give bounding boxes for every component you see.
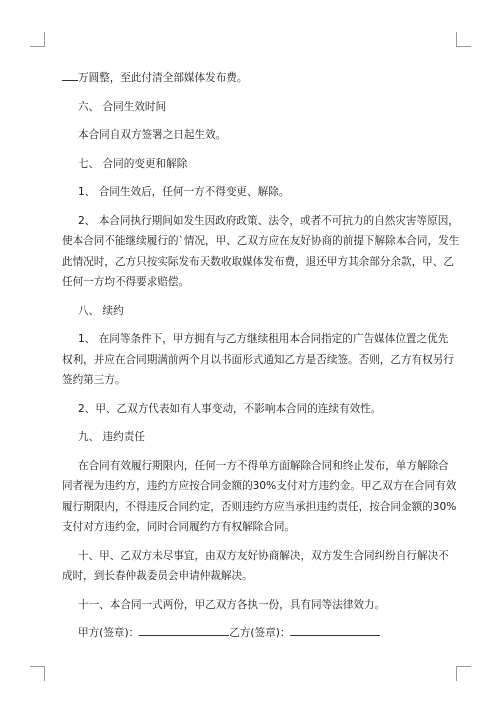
paragraph-payment-tail — [62, 68, 440, 89]
text-line: 使本合同不能继续履行的`情况，甲、乙双方应在友好协商的前提下解除本合同，发生 — [62, 235, 460, 247]
text-line: 任何一方均不得要求赔偿。 — [62, 276, 190, 288]
section-7-item-1: 1、 合同生效后，任何一方不得变更、解除。 — [78, 186, 290, 198]
section-9-body — [62, 456, 457, 538]
text-line: 签约第三方。 — [62, 374, 126, 386]
section-8-item-2: 2、甲、乙双方代表如有人事变动，不影响本合同的连续有效性。 — [78, 402, 382, 415]
crop-mark-bottom-right — [456, 666, 471, 681]
text-line: 成时，到长春仲裁委员会申请仲裁解决。 — [62, 570, 253, 582]
section-6-body: 本合同自双方签署之日起生效。 — [78, 129, 227, 141]
section-11: 十一、本合同一式两份，甲乙双方各执一份，具有同等法律效力。 — [78, 598, 386, 611]
section-8-item-1 — [62, 329, 454, 391]
document-body — [62, 68, 460, 644]
section-7-title: 七、 合同的变更和解除 — [78, 157, 188, 170]
signature-line — [62, 623, 440, 644]
text-line: 此情况时，乙方只按实际发布天数收取媒体发布费，退还甲方其余部分余款，甲、乙 — [62, 255, 454, 268]
payment-tail-text: 万圆整，至此付清全部媒体发布费。 — [78, 72, 248, 84]
text-line: 在合同有效履行期限内，任何一方不得单方面解除合同和终止发布，单方解除合 — [78, 459, 449, 472]
party-b-signature-label: 乙方(签章)： — [229, 627, 291, 639]
amount-blank — [62, 68, 78, 81]
section-7-item-2 — [62, 211, 460, 293]
section-10 — [62, 546, 449, 587]
crop-mark-top-left — [30, 32, 45, 47]
text-line: 1、 在同等条件下，甲方拥有与乙方继续租用本合同指定的广告媒体位置之优先 — [78, 333, 449, 345]
crop-mark-top-right — [456, 32, 471, 47]
text-line: 同者视为违约方，违约方应按合同金额的30%支付对方违约金。甲乙双方在合同有效 — [62, 480, 457, 492]
crop-mark-bottom-left — [30, 666, 45, 681]
section-8-title: 八、 续约 — [78, 304, 124, 317]
text-line: 十、甲、乙双方未尽事宜，由双方友好协商解决，双方发生合同纠纷自行解决不 — [78, 549, 449, 562]
section-6-title: 六、 合同生效时间 — [78, 100, 167, 113]
party-a-signature-blank[interactable] — [139, 623, 229, 636]
text-line: 权利，并应在合同期满前两个月以书面形式通知乙方是否续签。否则，乙方有权另行 — [62, 353, 454, 366]
party-a-signature-label: 甲方(签章)： — [78, 627, 140, 639]
text-line: 支付对方违约金，同时合同履约方有权解除合同。 — [62, 521, 296, 533]
party-b-signature-blank[interactable] — [290, 623, 380, 636]
text-line: 履行期限内，不得违反合同约定，否则违约方应当承担违约责任，按合同金额的30% — [62, 500, 457, 513]
text-line: 2、 本合同执行期间如发生因政府政策、法令，或者不可抗力的自然灾害等原因， — [78, 214, 459, 227]
section-9-title: 九、 违约责任 — [78, 431, 145, 443]
